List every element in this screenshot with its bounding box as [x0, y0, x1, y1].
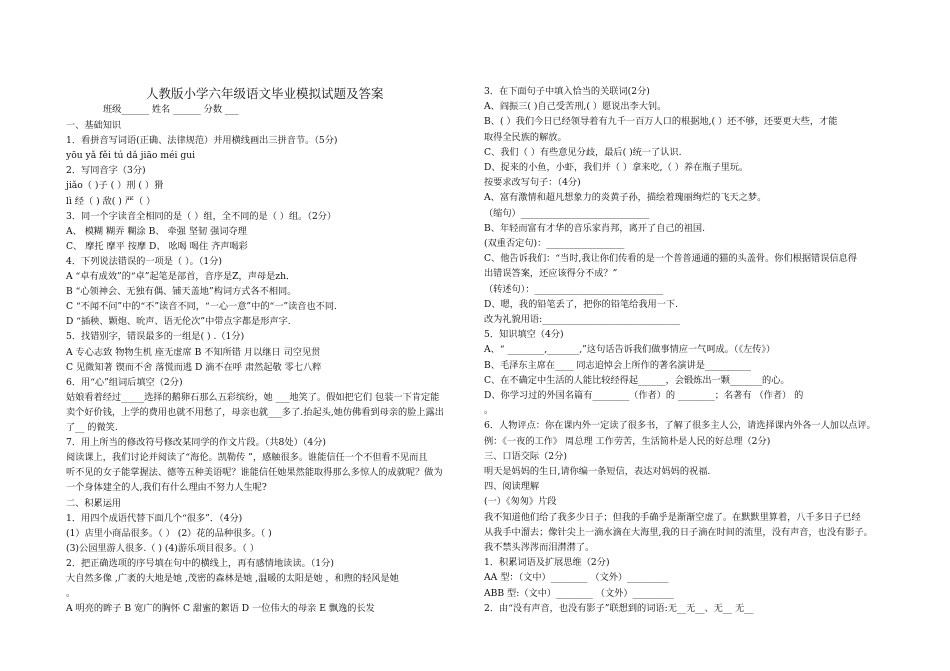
left-line: B “心领神会、无独有偶、铺天盖地”构词方式各不相同。 [66, 286, 297, 298]
right-line: A、“ ________,_______,”这句话告诉我们做事情应一气呵成。（《左传》） [484, 344, 776, 356]
right-line: C、他告诉我们：“当时,我让你们传看的是一个普普通通的猫的头盖骨。你们根据错误信息得 [484, 253, 857, 265]
left-line: 听不见的女子能掌握法、德等五种美语呢？谁能信任她果然能取得那么多惊人的成就呢？做为 [66, 467, 443, 479]
right-line: （缩句）____________________________ [484, 207, 650, 219]
right-line: 5．知识填空（4分) [484, 329, 564, 341]
right-line: D、捉来的小鱼，小虾，我们并（ ）拿来吃,（ ）养在瓶子里玩。 [484, 162, 749, 173]
right-line: A、富有激情和超凡想象力的炎黄子孙，描绘着瑰丽绚烂的飞天之梦。 [484, 192, 767, 204]
right-line: 从我手中溜去；像针尖上一滴水滴在大海里,我的日子滴在时间的流里，没有声音，也没有影子。 [484, 526, 873, 538]
student-info-line: 班级______ 姓名 ______ 分数 ___ [103, 104, 239, 115]
right-line: 按要求改写句子：（4分) [484, 177, 581, 189]
right-line: (一）《匆匆》片段 [484, 496, 557, 508]
left-line: 1．用四个成语代替下面几个“很多”．（4分) [66, 512, 243, 524]
right-line: ABB 型:（文中）________ （文外）_________ [484, 587, 674, 599]
right-line: 我不知道他们给了我多少日子；但我的手确乎是渐渐空虚了。在默默里算着，八千多日子已经 [484, 511, 861, 523]
right-line: 1．积累词语及扩展思维（2分) [484, 557, 610, 569]
left-line: A 明亮的眸子 B 宽广的胸怀 C 甜蜜的絮语 D 一位伟大的母亲 E 飘逸的长发 [66, 603, 375, 615]
right-line: C、在不确定中生活的人能比较经得起______，会锻炼出一颗_______的心。 [484, 374, 790, 386]
right-line: D、嗯，我的铅笔丢了，把你的铅笔给我用一下. [484, 298, 679, 310]
left-line: 一个身体建全的人,我们有什么理由不努力人生呢? [66, 482, 267, 494]
left-line: 卖个好价钱，上学的费用也就不用愁了，母亲也就___多了.抬起头,她仿佛看到母亲的脸上露出 [66, 406, 444, 418]
right-line: (双重否定句)：_________________ [484, 238, 625, 249]
right-line: 四、阅读理解 [484, 481, 540, 493]
left-line: 大自然多像 ,广袤的大地是她 ,茂密的森林是她 ,温暖的太阳是她 ，和煦的轻风是她 [66, 573, 399, 584]
left-line: 1．看拼音写词语(正确、法律规范）并用横线画出三拼音节。（5分) [66, 135, 338, 147]
right-line: 明天是妈妈的生日,请你编一条短信，表达对妈妈的祝福. [484, 466, 711, 477]
left-line: A、 模糊 糊弄 糊涂 B、 牵强 坚韧 强词夺理 [66, 225, 247, 237]
left-line: C、 摩托 摩平 按摩 D、 吆喝 喝住 齐声喝彩 [66, 240, 248, 252]
left-line: 5．找错别字，错误最多的一组是( ) .（1分) [66, 331, 245, 343]
left-line: 4．下列说法错误的一项是（ ）。（1分) [66, 255, 222, 267]
left-line: (1）店里小商品很多。（ ） (2）花的品种很多。（ ) [66, 527, 272, 539]
left-line: A “卓有成效”的“卓”起笔是部首，音序是Z，声母是zh． [66, 271, 296, 282]
left-line: lì 经（ ) 敌( ) 严（ ） [66, 195, 156, 207]
left-line: 2．把正确选项的序号填在句中的横线上，再有感情地读读。（1分) [66, 557, 334, 569]
right-line: B、毛泽东主席在____ 同志追悼会上所作的著名演讲是__________ [484, 359, 751, 371]
right-line: 三、口语交际（2分) [484, 450, 567, 462]
left-line: 二、积累运用 [66, 497, 122, 509]
right-line: 我不禁头涔涔而泪潸潸了。 [484, 542, 595, 553]
right-line: B、年轻而富有才华的音乐家肖邦，离开了自己的祖国. [484, 222, 705, 234]
left-line: A 专心志致 物物生机 座无虚席 B 不知所错 月以继日 司空见贯 [66, 346, 321, 358]
right-line: B、( ）我们今日已经领导着有九千一百万人口的根据地,( ）还不够，还要更大些，才能 [484, 116, 838, 128]
right-line: 出错误答案，还应该得分不成？” [484, 268, 618, 280]
left-line: yōu yǎ fěi tú dǎ jiāo méi gui [66, 150, 196, 162]
left-line: 6．用“心”组词后填空（2分) [66, 376, 183, 388]
right-line: A、阎振三( )自己受苦刑,( ）愿说出李大钊。 [484, 101, 667, 113]
right-line: （转述句）：____________________________ [484, 283, 664, 295]
left-line: 2．写同音字（3分) [66, 165, 146, 177]
left-line: 阅读课上，我们讨论并阅读了“海伦。凯勒传 ”，感触很多。谁能信任一个不但看不见而且 [66, 452, 428, 464]
right-line: C、我们（ ）有些意见分歧，最后( )统一了认识. [484, 146, 682, 158]
right-line: 3．在下面句子中填入恰当的关联词(2分) [484, 86, 650, 97]
left-line: 姑娘看着经过_____选择的鹅卵石那么五彩缤纷，她 ___地笑了。假如把它们 包装一下肯定能 [66, 391, 440, 403]
right-line: D、你学习过的外国名篇有________（作者）的 ________；名著有 （作者） 的 [484, 390, 804, 401]
right-line: 取得全民族的解放。 [484, 131, 567, 143]
left-line: C “不闻不问”中的“不”读音不同，“一心一意”中的“一”读音也不同. [66, 301, 337, 313]
left-line: 了__ 的微笑. [66, 422, 118, 433]
left-line: 一、基础知识 [66, 120, 122, 131]
left-line: jiǎo（ )子 ( ）刑 ( ）猾 [66, 180, 164, 192]
left-line: D “插秧、颗炮、吮声、语无伦次”中带点字都是形声字. [66, 316, 291, 328]
right-line: 6．人物评点：你在课内外一定读了很多书，了解了很多主人公，请选择课内外各一人加以点评。 [484, 420, 876, 432]
right-line: 2．由“没有声音，也没有影子”联想到的词语:无__无__、无__ 无__ [484, 602, 754, 614]
left-line: 。 [66, 588, 76, 600]
right-line: 。 [484, 405, 494, 417]
left-line: C 见微知著 锲而不舍 落慌而逃 D 滴不在呼 肃然起敬 零七八粹 [66, 361, 322, 373]
left-line: 7．用上所当的修改符号修改某同学的作文片段。（共8处）（4分) [66, 437, 326, 449]
left-line: 3．同一个字读音全相同的是（ ）组，全不同的是（ ）组。（2分） [66, 210, 337, 222]
right-line: 例：《一夜的工作》 周总理 工作劳苦，生活简朴是人民的好总理（2分) [484, 435, 771, 447]
right-line: 改为礼貌用语:______________________________ [484, 314, 681, 325]
right-line: AA 型：（文中）________ （文外）_________ [484, 572, 669, 584]
left-line: (3)公园里游人很多.（ ) (4)游乐项目很多。（ ） [66, 542, 259, 554]
exam-title: 人教版小学六年级语文毕业模拟试题及答案 [146, 86, 384, 101]
